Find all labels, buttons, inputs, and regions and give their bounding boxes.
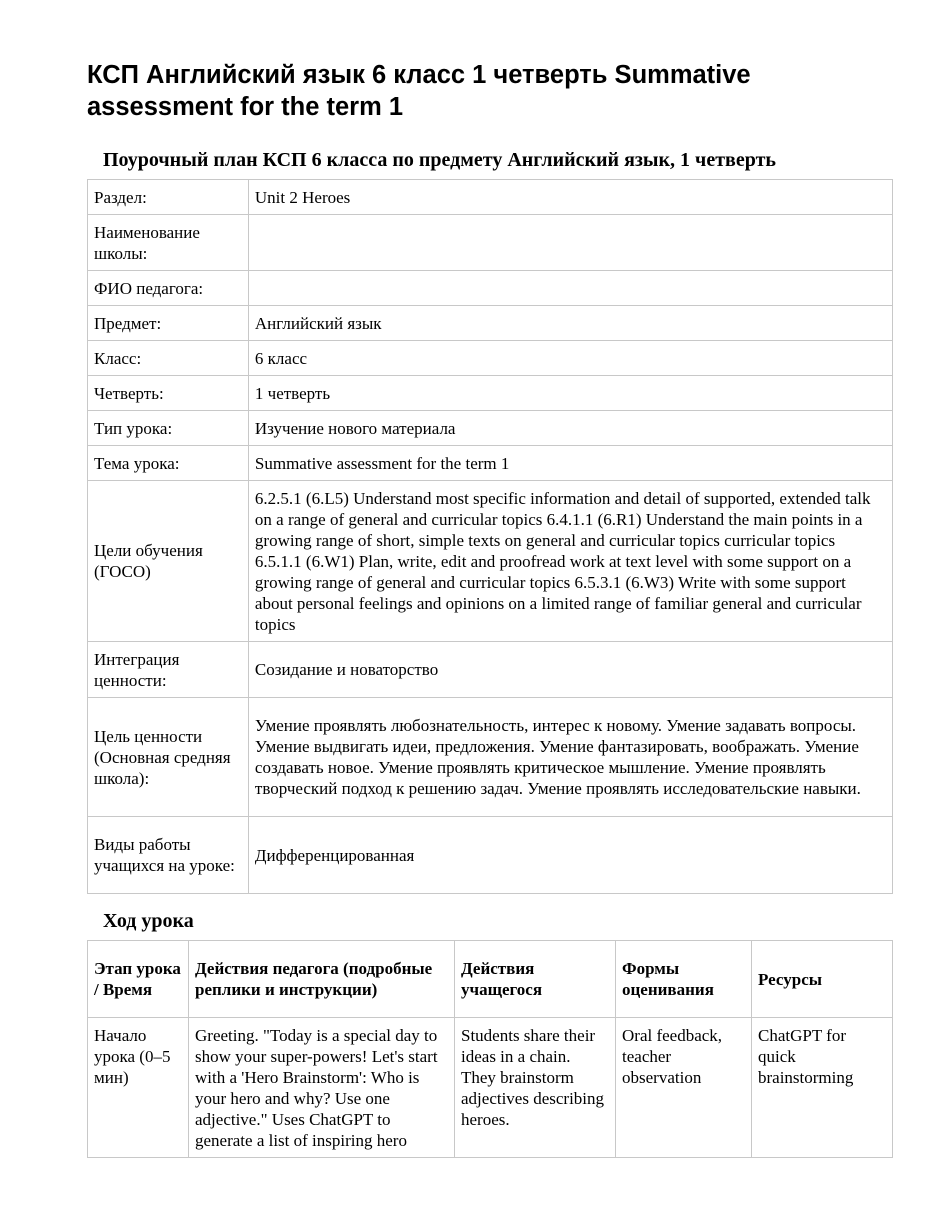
- lesson-progress-table: [87, 940, 893, 1158]
- info-label: Предмет:: [88, 306, 249, 341]
- info-value: Созидание и новаторство: [248, 642, 892, 698]
- info-row-topic: [88, 446, 893, 481]
- info-row-grade: [88, 341, 893, 376]
- lesson-cell-teacher-actions: Greeting. "Today is a special day to show your super-powers! Let's start with a 'Hero Brainstorm': Who is your hero and why? Use one adjective." Uses ChatGPT to generate a list of inspiring hero: [189, 1018, 455, 1158]
- info-label: Наименование школы:: [88, 215, 249, 271]
- info-value: Summative assessment for the term 1: [248, 446, 892, 481]
- info-value: 6.2.5.1 (6.L5) Understand most specific information and detail of supported, extended talk on a range of general and curricular topics 6.4.1.1 (6.R1) Understand the main points in a growing range of short, simple texts on general and curricular topics curricular topics 6.5.1.1 (6.W1) Plan, write, edit and proofread work at text level with some support on a growing range of general and curricular topics 6.5.3.1 (6.W3) Write with some support about personal feelings and opinions on a limited range of familiar general and curricular topics: [248, 481, 892, 642]
- lesson-cell-student-actions: Students share their ideas in a chain. They brainstorm adjectives describing heroes.: [455, 1018, 616, 1158]
- info-label: Интеграция ценности:: [88, 642, 249, 698]
- column-header-student-actions: Действия учащегося: [455, 941, 616, 1018]
- info-label: Четверть:: [88, 376, 249, 411]
- info-row-quarter: [88, 376, 893, 411]
- column-header-resources: Ресурсы: [752, 941, 893, 1018]
- table-row: [88, 1018, 893, 1158]
- column-header-stage: Этап урока / Время: [88, 941, 189, 1018]
- info-row-work-types: [88, 817, 893, 894]
- info-row-subject: [88, 306, 893, 341]
- info-label: Тип урока:: [88, 411, 249, 446]
- lesson-cell-assessment: Oral feedback, teacher observation: [616, 1018, 752, 1158]
- lesson-header-row: [88, 941, 893, 1018]
- info-row-value-integration: [88, 642, 893, 698]
- info-value: Дифференцированная: [248, 817, 892, 894]
- lesson-cell-resources: ChatGPT for quick brainstorming: [752, 1018, 893, 1158]
- document-title: КСП Английский язык 6 класс 1 четверть Summative assessment for the term 1: [87, 61, 751, 121]
- info-value: 1 четверть: [248, 376, 892, 411]
- info-value: [248, 271, 892, 306]
- info-label: Цель ценности (Основная средняя школа):: [88, 698, 249, 817]
- column-header-teacher-actions: Действия педагога (подробные реплики и инструкции): [189, 941, 455, 1018]
- info-row-section: [88, 180, 893, 215]
- info-label: Класс:: [88, 341, 249, 376]
- column-header-assessment: Формы оценивания: [616, 941, 752, 1018]
- info-row-teacher: [88, 271, 893, 306]
- info-value: Unit 2 Heroes: [248, 180, 892, 215]
- info-row-value-goal: [88, 698, 893, 817]
- info-value: Английский язык: [248, 306, 892, 341]
- info-label: Цели обучения (ГОСО): [88, 481, 249, 642]
- info-label: Тема урока:: [88, 446, 249, 481]
- plan-heading: Поурочный план КСП 6 класса по предмету Английский язык, 1 четверть: [103, 149, 776, 171]
- lesson-heading: Ход урока: [103, 910, 194, 932]
- info-value: [248, 215, 892, 271]
- info-value: 6 класс: [248, 341, 892, 376]
- info-label: Виды работы учащихся на уроке:: [88, 817, 249, 894]
- lesson-cell-stage: Начало урока (0–5 мин): [88, 1018, 189, 1158]
- info-value: Умение проявлять любознательность, интерес к новому. Умение задавать вопросы. Умение выдвигать идеи, предложения. Умение фантазировать, воображать. Умение создавать новое. Умение проявлять критическое мышление. Умение проявлять творческий подход к решению задач. Умение проявлять исследовательские навыки.: [248, 698, 892, 817]
- info-label: ФИО педагога:: [88, 271, 249, 306]
- info-value: Изучение нового материала: [248, 411, 892, 446]
- lesson-info-table: [87, 179, 893, 894]
- info-row-lesson-type: [88, 411, 893, 446]
- info-row-school: [88, 215, 893, 271]
- info-row-objectives: [88, 481, 893, 642]
- info-label: Раздел:: [88, 180, 249, 215]
